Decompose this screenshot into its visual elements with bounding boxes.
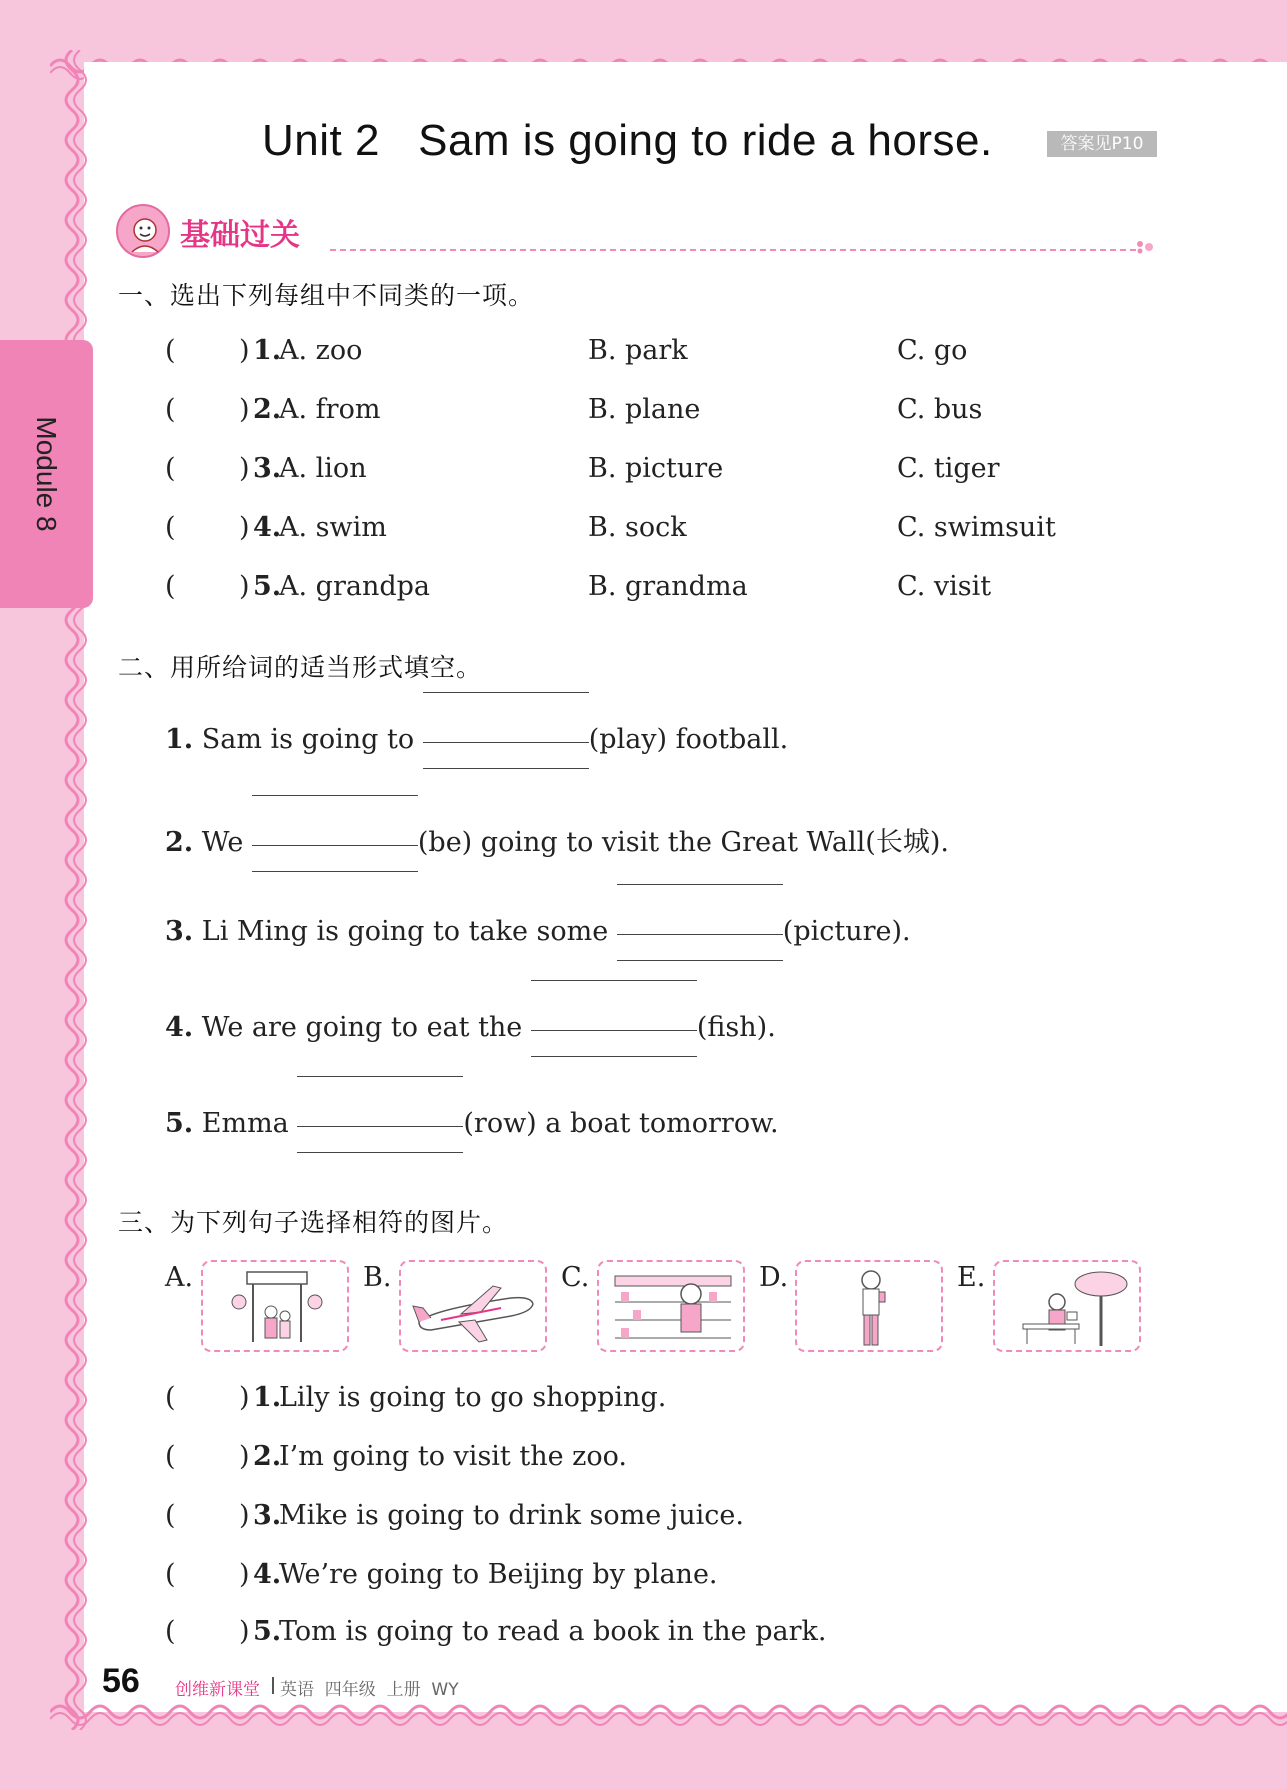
question-number: 3. bbox=[253, 453, 282, 484]
sentence-text: Mike is going to drink some juice. bbox=[279, 1500, 744, 1531]
question-number: 4. bbox=[165, 1012, 194, 1043]
question-number: 1. bbox=[253, 335, 282, 366]
picture-letter: E. bbox=[957, 1262, 986, 1293]
part1-title: 一、选出下列每组中不同类的一项。 bbox=[118, 281, 535, 310]
sentence-before: Li Ming is going to take some bbox=[193, 916, 617, 947]
fill-blank-row bbox=[165, 916, 911, 956]
sentence-after: (row) a boat tomorrow. bbox=[463, 1108, 779, 1139]
question-number: 1. bbox=[165, 724, 194, 755]
answer-paren-open: ( bbox=[165, 335, 176, 366]
fill-blank-row bbox=[165, 724, 788, 764]
sentence-text: Lily is going to go shopping. bbox=[279, 1382, 667, 1413]
question-number: 3. bbox=[253, 1500, 282, 1531]
question-number: 5. bbox=[253, 571, 282, 602]
wavy-border-bottom bbox=[50, 1700, 1287, 1734]
footer-book-info: 英语 四年级 上册 WY bbox=[280, 1680, 459, 1700]
answer-paren-open: ( bbox=[165, 571, 176, 602]
page-title: Unit 2 Sam is going to ride a horse. bbox=[262, 116, 993, 165]
answer-blank[interactable] bbox=[617, 918, 783, 948]
answer-paren-close: ) bbox=[239, 1559, 250, 1590]
fill-blank-row bbox=[165, 1012, 776, 1052]
answer-paren-close: ) bbox=[239, 1616, 250, 1647]
option-a: A. lion bbox=[279, 453, 367, 484]
sentence-text: I’m going to visit the zoo. bbox=[279, 1441, 628, 1472]
sentence-before: We bbox=[193, 827, 252, 858]
wavy-border-left bbox=[50, 50, 90, 1730]
footer-separator bbox=[272, 1677, 274, 1694]
decorative-dots-icon bbox=[1134, 236, 1164, 256]
answer-paren-open: ( bbox=[165, 1500, 176, 1531]
option-a: A. from bbox=[279, 394, 381, 425]
reading-in-park-icon bbox=[993, 1260, 1141, 1352]
page-number: 56 bbox=[102, 1662, 140, 1700]
question-number: 2. bbox=[253, 394, 282, 425]
option-c: C. swimsuit bbox=[897, 512, 1056, 543]
option-b: B. park bbox=[588, 335, 688, 366]
option-c: C. tiger bbox=[897, 453, 1000, 484]
question-number: 2. bbox=[165, 827, 194, 858]
sentence-before: Sam is going to bbox=[193, 724, 423, 755]
footer-brand: 创维新课堂 bbox=[175, 1680, 260, 1700]
fill-blank-row bbox=[165, 820, 949, 860]
option-b: B. sock bbox=[588, 512, 687, 543]
answer-paren-close: ) bbox=[239, 1441, 250, 1472]
answer-blank[interactable] bbox=[252, 829, 418, 859]
question-number: 5. bbox=[253, 1616, 282, 1647]
section-badge-icon bbox=[116, 204, 170, 258]
option-a: A. grandpa bbox=[279, 571, 431, 602]
sentence-before: We are going to eat the bbox=[193, 1012, 531, 1043]
answer-paren-open: ( bbox=[165, 1441, 176, 1472]
answer-blank[interactable] bbox=[297, 1110, 463, 1140]
answer-paren-close: ) bbox=[239, 335, 250, 366]
answer-paren-open: ( bbox=[165, 512, 176, 543]
answer-paren-close: ) bbox=[239, 1500, 250, 1531]
sentence-after: (be) going to visit the Great Wall(长城). bbox=[417, 827, 949, 858]
option-a: A. swim bbox=[279, 512, 387, 543]
answer-paren-close: ) bbox=[239, 453, 250, 484]
question-number: 1. bbox=[253, 1382, 282, 1413]
option-c: C. go bbox=[897, 335, 968, 366]
question-number: 3. bbox=[165, 916, 194, 947]
option-a: A. zoo bbox=[279, 335, 363, 366]
answer-paren-close: ) bbox=[239, 512, 250, 543]
answer-paren-close: ) bbox=[239, 394, 250, 425]
zoo-gate-icon bbox=[201, 1260, 349, 1352]
option-b: B. grandma bbox=[588, 571, 748, 602]
picture-options bbox=[165, 1260, 1165, 1360]
picture-letter: D. bbox=[759, 1262, 789, 1293]
answer-reference-badge: 答案见P10 bbox=[1047, 131, 1157, 157]
section-divider bbox=[330, 249, 1136, 251]
question-number: 5. bbox=[165, 1108, 194, 1139]
sentence-after: (play) football. bbox=[588, 724, 789, 755]
question-number: 2. bbox=[253, 1441, 282, 1472]
module-side-tab-label: Module 8 bbox=[31, 416, 62, 532]
picture-letter: B. bbox=[363, 1262, 392, 1293]
answer-paren-close: ) bbox=[239, 571, 250, 602]
answer-paren-open: ( bbox=[165, 1382, 176, 1413]
boy-drinking-icon bbox=[795, 1260, 943, 1352]
option-b: B. picture bbox=[588, 453, 724, 484]
answer-blank[interactable] bbox=[423, 726, 589, 756]
part3-title: 三、为下列句子选择相符的图片。 bbox=[118, 1208, 509, 1237]
answer-paren-open: ( bbox=[165, 453, 176, 484]
picture-letter: A. bbox=[165, 1262, 194, 1293]
answer-paren-open: ( bbox=[165, 1559, 176, 1590]
option-b: B. plane bbox=[588, 394, 701, 425]
answer-paren-open: ( bbox=[165, 1616, 176, 1647]
fill-blank-row bbox=[165, 1108, 779, 1148]
sentence-after: (fish). bbox=[696, 1012, 776, 1043]
picture-letter: C. bbox=[561, 1262, 590, 1293]
option-c: C. visit bbox=[897, 571, 992, 602]
sentence-before: Emma bbox=[193, 1108, 298, 1139]
part2-title: 二、用所给词的适当形式填空。 bbox=[118, 653, 483, 682]
question-number: 4. bbox=[253, 512, 282, 543]
answer-paren-open: ( bbox=[165, 394, 176, 425]
option-c: C. bus bbox=[897, 394, 983, 425]
sentence-text: Tom is going to read a book in the park. bbox=[279, 1616, 827, 1647]
sentence-text: We’re going to Beijing by plane. bbox=[279, 1559, 718, 1590]
sentence-after: (picture). bbox=[782, 916, 911, 947]
plane-icon bbox=[399, 1260, 547, 1352]
answer-blank[interactable] bbox=[531, 1014, 697, 1044]
section-heading: 基础过关 bbox=[180, 218, 300, 253]
answer-paren-close: ) bbox=[239, 1382, 250, 1413]
shopping-girl-icon bbox=[597, 1260, 745, 1352]
question-number: 4. bbox=[253, 1559, 282, 1590]
